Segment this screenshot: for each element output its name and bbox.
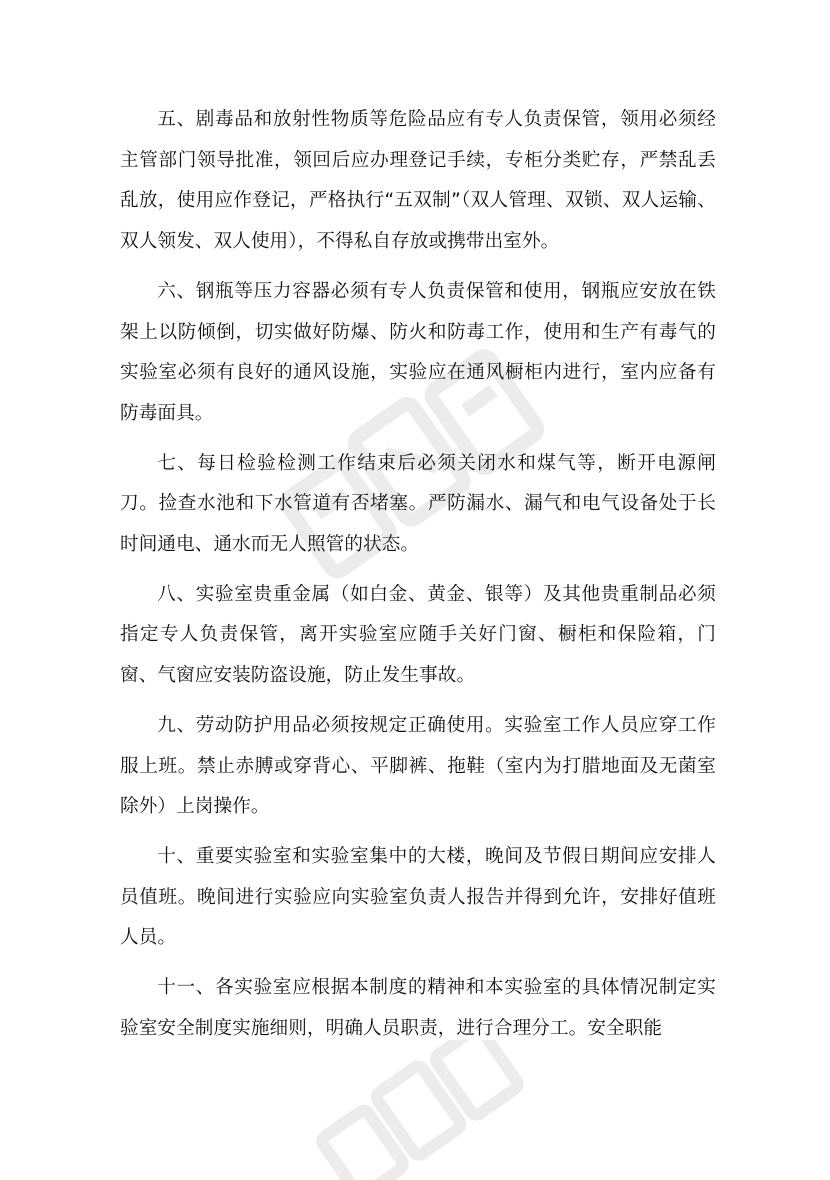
paragraph-6: 六、钢瓶等压力容器必须有专人负责保管和使用，钢瓶应安放在铁架上以防倾倒，切实做好防爆、防火和防毒工作，使用和生产有毒气的实验室必须有良好的通风设施，实验应在通风橱柜内进行，室内应备有防毒面具。 bbox=[120, 280, 716, 424]
watermark-logo-bottom bbox=[300, 1040, 530, 1180]
paragraph-8: 八、实验室贵重金属（如白金、黄金、银等）及其他贵重制品必须指定专人负责保管，离开实验室应随手关好门窗、橱柜和保险箱，门窗、气窗应安装防盗设施，防止发生事故。 bbox=[120, 583, 716, 687]
paragraph-10: 十、重要实验室和实验室集中的大楼，晚间及节假日期间应安排人员值班。晚间进行实验应向实验室负责人报告并得到允许，安排好值班人员。 bbox=[120, 845, 716, 949]
paragraph-9: 九、劳动防护用品必须按规定正确使用。实验室工作人员应穿工作服上班。禁止赤膊或穿背心、平脚裤、拖鞋（室内为打腊地面及无菌室除外）上岗操作。 bbox=[120, 714, 716, 818]
paragraph-11: 十一、各实验室应根据本制度的精神和本实验室的具体情况制定实验室安全制度实施细则，明确人员职责，进行合理分工。安全职能 bbox=[120, 977, 716, 1039]
paragraph-7: 七、每日检验检测工作结束后必须关闭水和煤气等，断开电源闸刀。捡查水池和下水管道有否堵塞。严防漏水、漏气和电气设备处于长时间通电、通水而无人照管的状态。 bbox=[120, 452, 716, 556]
paragraph-5: 五、剧毒品和放射性物质等危险品应有专人负责保管，领用必须经主管部门领导批准，领回后应办理登记手续，专柜分类贮存，严禁乱丢乱放，使用应作登记，严格执行“五双制”（双人管理、双锁、双人运输、双人领发、双人使用），不得私自存放或携带出室外。 bbox=[120, 109, 716, 253]
document-body bbox=[120, 100, 716, 1058]
